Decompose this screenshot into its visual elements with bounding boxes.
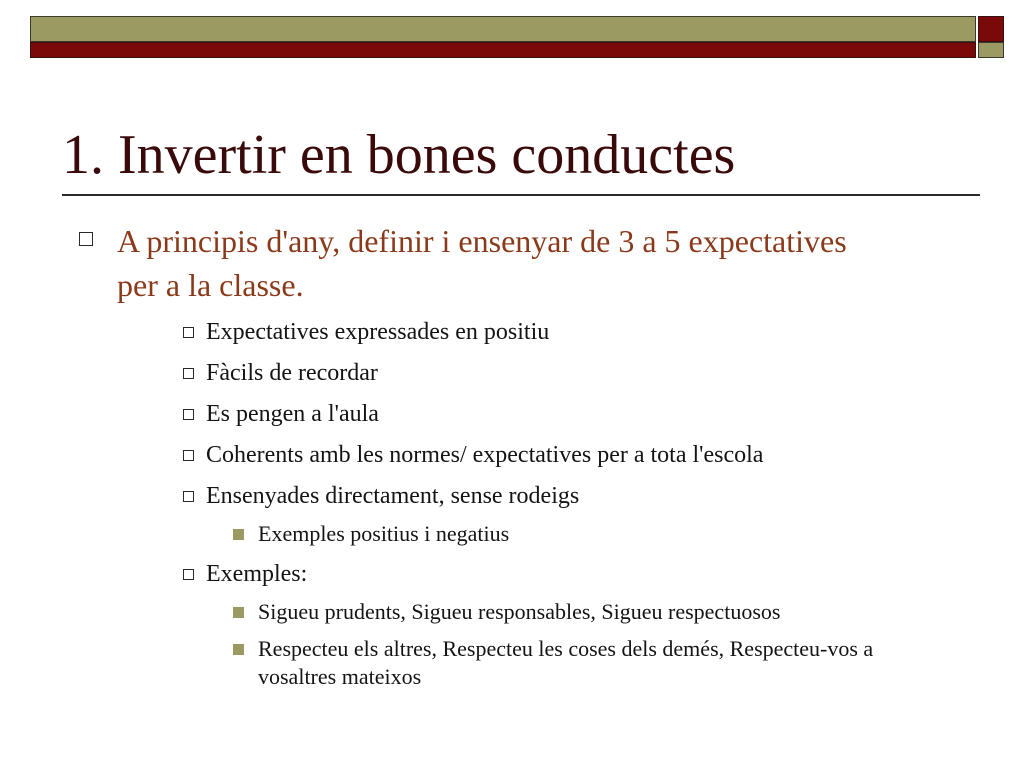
hollow-square-bullet-icon (183, 491, 194, 502)
detail-bullet-text: Exemples positius i negatius (258, 521, 510, 546)
hollow-square-bullet-icon (79, 232, 93, 246)
header-square-maroon (978, 16, 1004, 42)
sub-bullet-text: Coherents amb les normes/ expectatives per a tota l'escola (206, 442, 764, 468)
detail-bullet-text: Sigueu prudents, Sigueu responsables, Sigueu respectuosos (258, 599, 781, 624)
filled-square-bullet-icon (233, 644, 244, 655)
main-bullet-text: A principis d'any, definir i ensenyar de 3 a 5 expectatives per a la classe. (117, 223, 847, 303)
hollow-square-bullet-icon (183, 569, 194, 580)
detail-bullet-text: Respecteu els altres, Respecteu les coses dels demés, Respecteu-vos a vosaltres mateixos (258, 636, 874, 689)
header-bar-olive (30, 16, 976, 42)
title-underline (62, 194, 980, 196)
sub-bullet-text: Expectatives expressades en positiu (206, 319, 550, 345)
slide-title: 1. Invertir en bones conductes (62, 124, 736, 186)
filled-square-bullet-icon (233, 529, 244, 540)
hollow-square-bullet-icon (183, 409, 194, 420)
hollow-square-bullet-icon (183, 450, 194, 461)
sub-bullet-text: Es pengen a l'aula (206, 401, 379, 427)
hollow-square-bullet-icon (183, 368, 194, 379)
header-bar-maroon (30, 42, 976, 58)
header-square-olive (978, 42, 1004, 58)
sub-bullet-text: Ensenyades directament, sense rodeigs (206, 483, 580, 509)
sub-bullet-text: Exemples: (206, 561, 308, 587)
filled-square-bullet-icon (233, 607, 244, 618)
sub-bullet-text: Fàcils de recordar (206, 360, 378, 386)
hollow-square-bullet-icon (183, 327, 194, 338)
